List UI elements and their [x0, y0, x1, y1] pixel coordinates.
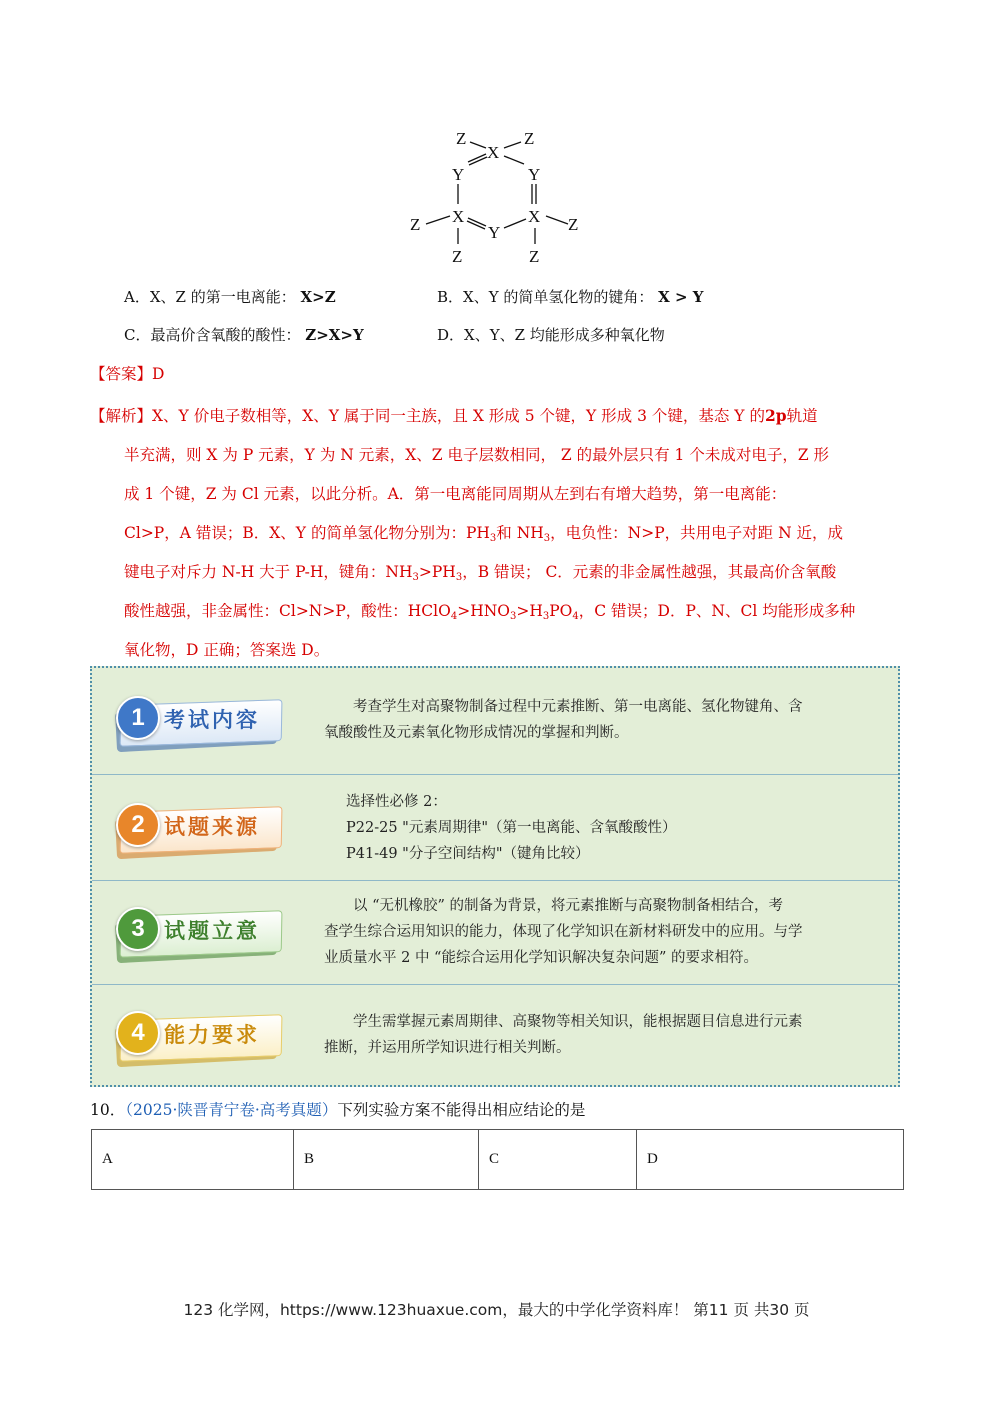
table-cell-b: B: [294, 1130, 479, 1190]
info-line: 学生需掌握元素周期律、高聚物等相关知识，能根据题目信息进行元素: [324, 1014, 803, 1030]
subscript: 3: [543, 533, 551, 544]
subscript: 3: [489, 533, 497, 544]
badge-number: 4: [116, 1011, 160, 1055]
analysis-text: >HNO: [457, 602, 510, 620]
badge-number: 3: [116, 907, 160, 951]
analysis-text: Cl>P，A 错误；B．X、Y 的简单氢化物分别为：PH: [124, 524, 490, 542]
question-10: [90, 1098, 585, 1120]
analysis-line-4: [124, 521, 843, 544]
subscript: 4: [450, 611, 458, 622]
page-footer: 123 化学网，https://www.123huaxue.com，最大的中学化学资料库！ 第11 页 共30 页: [183, 1301, 810, 1319]
option-b-value: X > Y: [658, 288, 704, 306]
answer-value: D: [152, 365, 165, 383]
analysis-line-2: 半充满，则 X 为 P 元素，Y 为 N 元素，X、Z 电子层数相同， Z 的最外层只有 1 个未成对电子，Z 形: [124, 446, 830, 464]
analysis-text: X、Y 价电子数相等，X、Y 属于同一主族，且 X 形成 5 个键，Y 形成 3 个键，基态 Y 的: [152, 407, 765, 425]
atom-z-bottom-right: Z: [529, 247, 540, 266]
analysis-text: ，C 错误；D．P、N、Cl 均能形成多种: [578, 602, 856, 620]
analysis-text: 轨道: [786, 407, 818, 425]
answer-label: 【答案】: [90, 365, 153, 383]
bond: [504, 156, 524, 164]
badge-exam-content: [112, 692, 282, 748]
options-table: [91, 1129, 904, 1190]
atom-y-right: Y: [528, 165, 541, 184]
analysis-text: ，电负性：N>P，共用电子对距 N 近，成: [550, 524, 844, 542]
info-line: 查学生综合运用知识的能力，体现了化学知识在新材料研发中的应用。与学: [324, 924, 803, 940]
analysis-line-7: 氧化物，D 正确；答案选 D。: [124, 641, 330, 659]
subscript: 4: [572, 611, 579, 622]
atom-x-left: X: [452, 207, 465, 226]
question-info-box: [90, 666, 900, 1087]
atom-y-bottom: Y: [488, 223, 501, 242]
subscript: 3: [509, 611, 517, 622]
analysis-text: >H: [516, 602, 543, 620]
atom-z-right: Z: [568, 215, 579, 234]
info-text-source: [346, 789, 916, 867]
bond: [426, 216, 450, 224]
info-line: 推断，并运用所学知识进行相关判断。: [324, 1040, 571, 1056]
analysis-text: 酸性越强，非金属性：Cl>N>P，酸性：HClO: [124, 602, 451, 620]
table-cell-c: C: [479, 1130, 637, 1190]
info-line: P22-25 "元素周期律"（第一电离能、含氧酸酸性）: [346, 820, 677, 836]
info-row-ability: [92, 984, 898, 1086]
info-line: 以 “无机橡胶” 的制备为背景，将元素推断与高聚物制备相结合，考: [324, 898, 784, 914]
atom-z-left: Z: [410, 215, 421, 234]
question-number: 10．: [90, 1101, 126, 1119]
badge-title: 试题来源: [164, 815, 260, 839]
atom-z-top-left: Z: [456, 129, 467, 148]
option-c: [124, 325, 364, 345]
analysis-text: 键电子对斥力 N-H 大于 P-H，键角：NH: [124, 563, 413, 581]
cyclotriphosphazene-structure: [400, 120, 600, 270]
option-b-text: B．X、Y 的简单氢化物的键角：: [437, 288, 654, 306]
badge-source: [112, 799, 282, 855]
badge-title: 考试内容: [164, 708, 260, 732]
analysis-line-1: [90, 404, 818, 426]
question-stem: 下列实验方案不能得出相应结论的是: [337, 1101, 586, 1119]
option-d-text: D．X、Y、Z 均能形成多种氧化物: [437, 326, 665, 344]
question-source-close: ）: [321, 1101, 338, 1119]
info-text-exam-content: [324, 694, 894, 746]
question-source-open: （: [125, 1101, 133, 1119]
analysis-line-6: [124, 599, 855, 622]
atom-y-left: Y: [452, 165, 465, 184]
subscript: 3: [455, 572, 463, 583]
option-c-text: C．最高价含氧酸的酸性：: [124, 326, 301, 344]
option-a-value: X>Z: [300, 288, 336, 306]
table-cell-a: A: [92, 1130, 294, 1190]
info-line: 氧酸酸性及元素氧化物形成情况的掌握和判断。: [324, 725, 629, 741]
bond: [504, 142, 521, 148]
option-a: [124, 287, 336, 307]
info-row-exam-content: [92, 668, 898, 774]
badge-number: 1: [116, 696, 160, 740]
bond: [504, 219, 526, 228]
subscript: 3: [412, 572, 419, 583]
analysis-label: 【解析】: [90, 407, 153, 425]
badge-number: 2: [116, 803, 160, 847]
badge-ability: [112, 1007, 282, 1063]
analysis-line-3: 成 1 个键，Z 为 Cl 元素，以此分析。A．第一电离能同周期从左到右有增大趋势，第一电离能：: [124, 485, 787, 503]
atom-z-bottom-left: Z: [452, 247, 463, 266]
bond: [546, 216, 568, 224]
atom-x-top: X: [487, 143, 500, 162]
table-row: [92, 1130, 904, 1190]
atom-z-top-right: Z: [524, 129, 535, 148]
info-row-intent: [92, 880, 898, 985]
question-source-year[interactable]: 2025: [133, 1101, 173, 1119]
analysis-line-5: [124, 560, 836, 583]
info-row-source: [92, 774, 898, 881]
subscript: 3: [542, 611, 550, 622]
info-text-intent: [324, 893, 894, 971]
badge-intent: [112, 903, 282, 959]
bond: [470, 142, 486, 148]
analysis-text: ，B 错误； C．元素的非金属性越强，其最高价含氧酸: [462, 563, 837, 581]
info-line: P41-49 "分子空间结构"（键角比较）: [346, 846, 590, 862]
analysis-bold-2p: 2p: [764, 406, 787, 425]
option-a-text: A．X、Z 的第一电离能：: [124, 288, 296, 306]
analysis-text: 和 NH: [496, 524, 544, 542]
question-source-link[interactable]: ·陕晋青宁卷·高考真题: [172, 1101, 322, 1119]
badge-title: 试题立意: [164, 919, 260, 943]
option-d: [437, 325, 665, 345]
info-line: 考查学生对高聚物制备过程中元素推断、第一电离能、氢化物键角、含: [324, 699, 803, 715]
table-cell-d: D: [637, 1130, 904, 1190]
analysis-text: PO: [549, 602, 573, 620]
analysis-text: >PH: [418, 563, 456, 581]
answer: [90, 364, 164, 384]
atom-x-right: X: [528, 207, 541, 226]
info-line: 业质量水平 2 中 “能综合运用化学知识解决复杂问题” 的要求相符。: [324, 950, 758, 966]
info-text-ability: [324, 1009, 894, 1061]
option-b: [437, 287, 704, 307]
badge-title: 能力要求: [164, 1023, 260, 1047]
option-c-value: Z>X>Y: [305, 326, 364, 344]
info-line: 选择性必修 2：: [346, 794, 447, 810]
